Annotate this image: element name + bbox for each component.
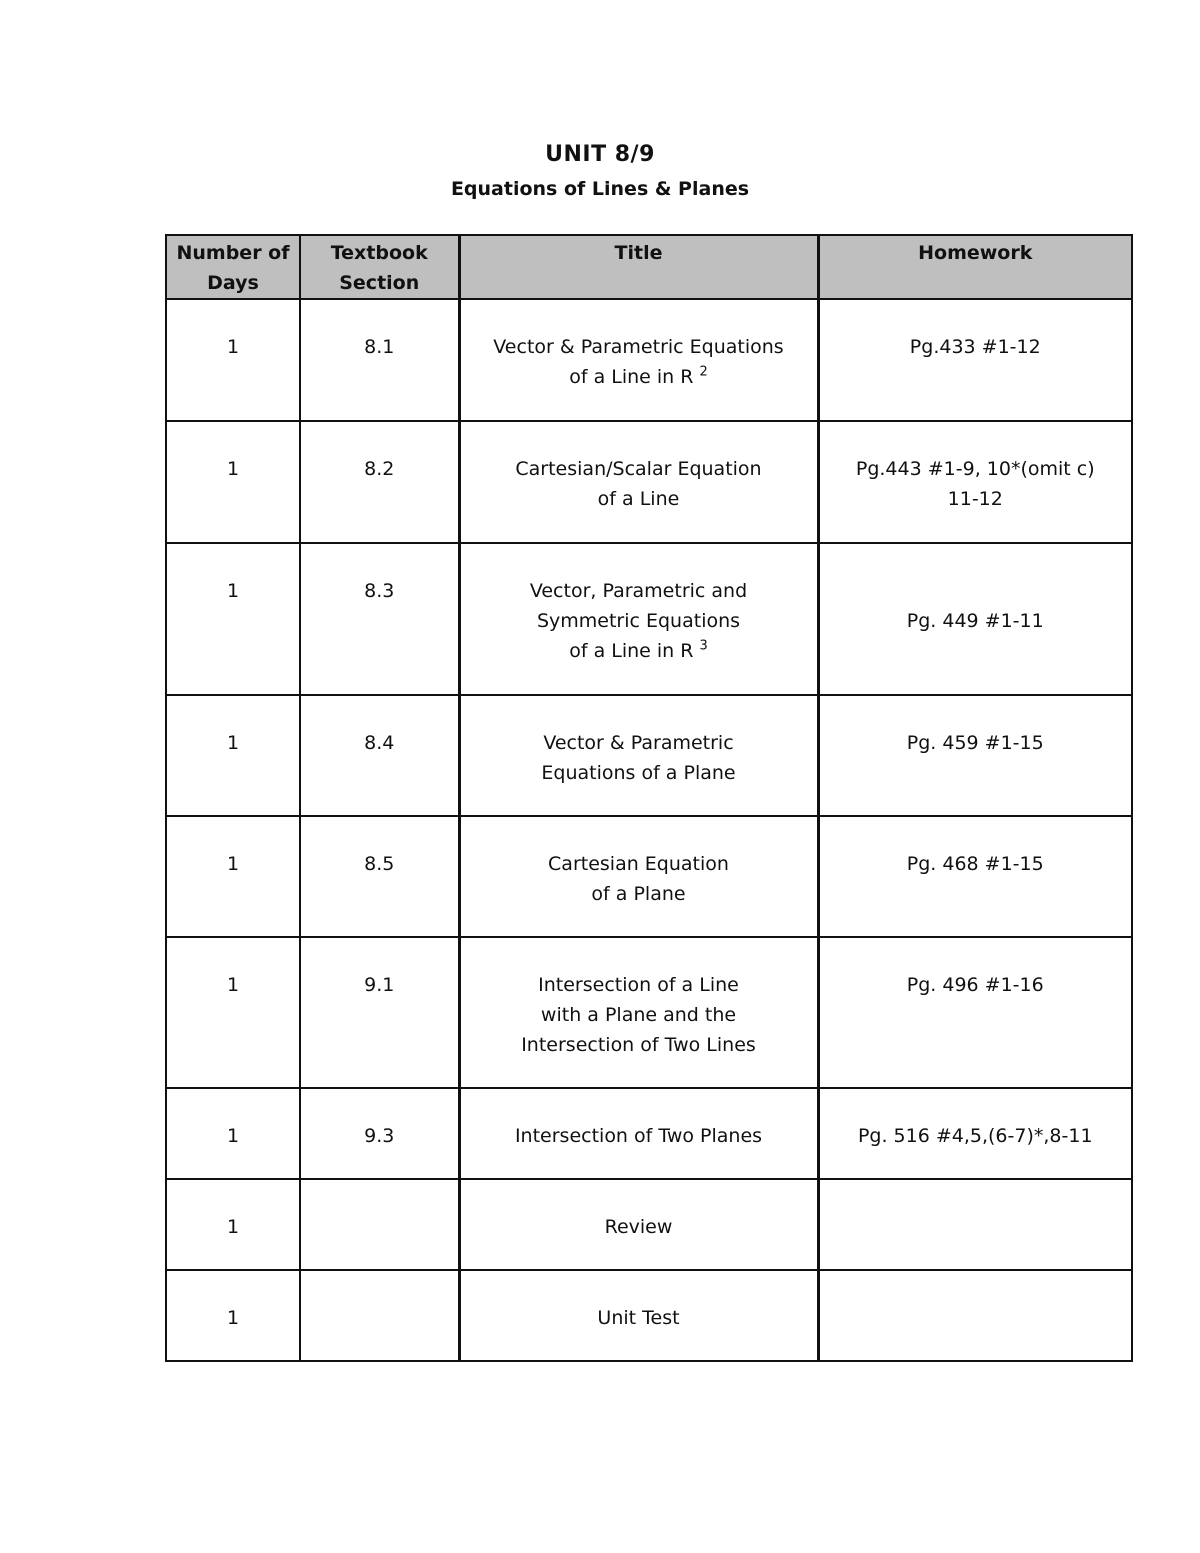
- title-line: Symmetric Equations: [536, 610, 741, 632]
- page-subtitle: Equations of Lines & Planes: [450, 178, 750, 200]
- section-cell: 8.5: [300, 816, 459, 937]
- section-cell: [300, 1179, 459, 1270]
- section-cell: 9.3: [300, 1088, 459, 1179]
- table-row: [166, 816, 1132, 937]
- title-line: [465, 636, 813, 666]
- homework-cell: [818, 1270, 1132, 1361]
- days-cell: 1: [166, 695, 300, 816]
- title-cell: [459, 937, 818, 1088]
- title-cell: [459, 299, 818, 421]
- table-row: [166, 1179, 1132, 1270]
- unit-schedule-table: [165, 234, 1133, 1362]
- section-cell: 8.4: [300, 695, 459, 816]
- title-cell: [459, 1270, 818, 1361]
- title-line-text: of a Line in R: [569, 366, 694, 388]
- table-row: [166, 937, 1132, 1088]
- page-title: UNIT 8/9: [545, 142, 655, 167]
- table-row: [166, 543, 1132, 695]
- table-row: [166, 299, 1132, 421]
- section-cell: 8.1: [300, 299, 459, 421]
- title-line: Vector & Parametric Equations: [493, 336, 784, 358]
- title-line: Unit Test: [597, 1307, 680, 1329]
- days-cell: 1: [166, 937, 300, 1088]
- days-cell: 1: [166, 816, 300, 937]
- homework-cell: Pg. 459 #1-15: [818, 695, 1132, 816]
- superscript: 3: [699, 638, 708, 654]
- title-cell: [459, 543, 818, 695]
- column-header-days: Number of Days: [166, 235, 300, 299]
- title-line: of a Line: [597, 488, 680, 510]
- title-cell: [459, 421, 818, 543]
- homework-cell: Pg.433 #1-12: [818, 299, 1132, 421]
- table-row: [166, 1088, 1132, 1179]
- section-cell: 9.1: [300, 937, 459, 1088]
- title-line: Intersection of Two Planes: [514, 1125, 763, 1147]
- section-cell: [300, 1270, 459, 1361]
- title-cell: [459, 695, 818, 816]
- table-row: [166, 1270, 1132, 1361]
- homework-line: Pg.443 #1-9, 10*(omit c): [855, 458, 1095, 480]
- column-header-section: Textbook Section: [300, 235, 459, 299]
- homework-cell: [818, 1179, 1132, 1270]
- column-header-homework: Homework: [818, 235, 1132, 299]
- title-line: Equations of a Plane: [541, 762, 736, 784]
- homework-cell: Pg. 496 #1-16: [818, 937, 1132, 1088]
- column-header-title: Title: [459, 235, 818, 299]
- table-header-row: [166, 235, 1132, 299]
- days-cell: 1: [166, 543, 300, 695]
- title-line: Vector & Parametric: [543, 732, 734, 754]
- days-cell: 1: [166, 1179, 300, 1270]
- section-cell: 8.3: [300, 543, 459, 695]
- days-cell: 1: [166, 1270, 300, 1361]
- title-cell: [459, 1179, 818, 1270]
- section-cell: 8.2: [300, 421, 459, 543]
- title-cell: [459, 816, 818, 937]
- homework-cell: Pg. 468 #1-15: [818, 816, 1132, 937]
- homework-line: 11-12: [947, 488, 1003, 510]
- title-line: of a Plane: [591, 883, 686, 905]
- title-line: Review: [604, 1216, 673, 1238]
- title-line-text: of a Line in R: [569, 640, 694, 662]
- title-line: Cartesian/Scalar Equation: [515, 458, 762, 480]
- title-line: with a Plane and the: [540, 1004, 737, 1026]
- homework-cell: [818, 421, 1132, 543]
- title-line: Cartesian Equation: [548, 853, 729, 875]
- title-line: Intersection of a Line: [538, 974, 739, 996]
- days-cell: 1: [166, 421, 300, 543]
- homework-cell: Pg. 516 #4,5,(6-7)*,8-11: [818, 1088, 1132, 1179]
- title-line: Intersection of Two Lines: [521, 1034, 756, 1056]
- table-row: [166, 695, 1132, 816]
- days-cell: 1: [166, 1088, 300, 1179]
- superscript: 2: [699, 364, 708, 380]
- homework-cell: Pg. 449 #1-11: [818, 543, 1132, 695]
- days-cell: 1: [166, 299, 300, 421]
- title-cell: [459, 1088, 818, 1179]
- title-line: Vector, Parametric and: [529, 580, 748, 602]
- title-line: [465, 362, 813, 392]
- table-row: [166, 421, 1132, 543]
